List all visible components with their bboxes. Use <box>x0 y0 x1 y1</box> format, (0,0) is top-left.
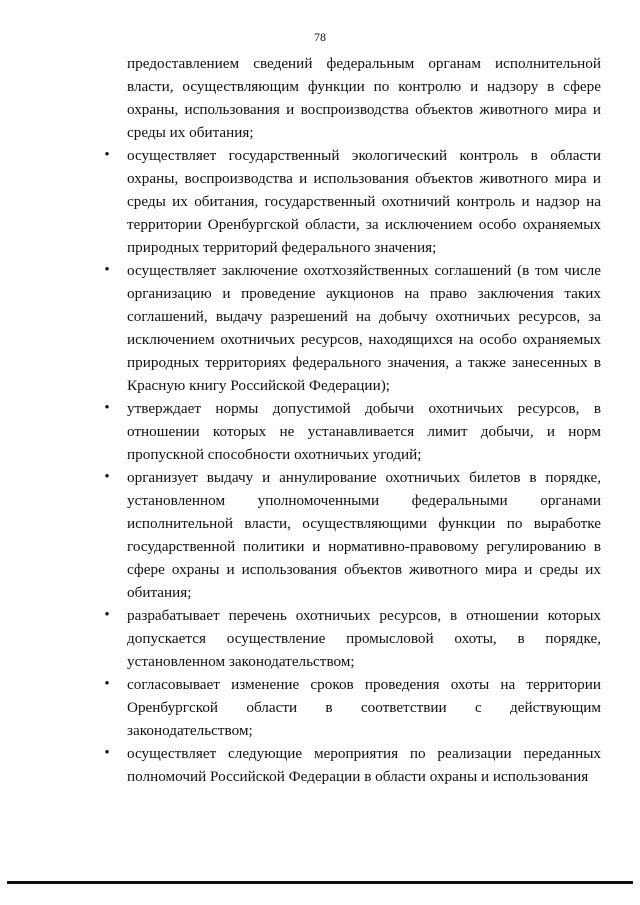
bullet-icon: • <box>104 745 110 761</box>
bullet-list <box>104 144 601 788</box>
page-number: 78 <box>314 30 326 44</box>
list-item-text: организует выдачу и аннулирование охотничьих билетов в порядке, установленном уполномоченными федеральными органами исполнительной власти, осуществляющими функции по выработке государственной политики и нормативно-правовому регулированию в сфере охраны и использования объектов животного мира и среды их обитания; <box>127 469 601 601</box>
bullet-icon: • <box>104 147 110 163</box>
intro-paragraph: предоставлением сведений федеральным органам исполнительной власти, осуществляющим функции по контролю и надзору в сфере охраны, использования и воспроизводства объектов животного мира и среды их обитания; <box>127 55 601 141</box>
bullet-icon: • <box>104 262 110 278</box>
list-item-text: осуществляет государственный экологический контроль в области охраны, воспроизводства и использования объектов животного мира и среды их обитания, государственный охотничий контроль и надзор на территории Оренбургской области, за исключением особо охраняемых природных территорий федерального значения; <box>127 147 601 256</box>
list-item <box>104 144 601 259</box>
list-item <box>104 673 601 742</box>
list-item <box>104 259 601 397</box>
list-item <box>104 397 601 466</box>
document-body <box>104 52 601 788</box>
list-item-text: осуществляет следующие мероприятия по реализации переданных полномочий Российской Федерации в области охраны и использования <box>127 745 601 785</box>
bullet-icon: • <box>104 400 110 416</box>
bottom-divider <box>7 881 633 884</box>
list-item-text: согласовывает изменение сроков проведения охоты на территории Оренбургской области в соответствии с действующим законодательством; <box>127 676 601 739</box>
bullet-icon: • <box>104 676 110 692</box>
bullet-icon: • <box>104 469 110 485</box>
bullet-icon: • <box>104 607 110 623</box>
list-item-text: разрабатывает перечень охотничьих ресурсов, в отношении которых допускается осуществление промысловой охоты, в порядке, установленном законодательством; <box>127 607 601 670</box>
list-item <box>104 742 601 788</box>
list-item-text: утверждает нормы допустимой добычи охотничьих ресурсов, в отношении которых не устанавливается лимит добычи, и норм пропускной способности охотничьих угодий; <box>127 400 601 463</box>
list-item-text: осуществляет заключение охотхозяйственных соглашений (в том числе организацию и проведение аукционов на право заключения таких соглашений, выдачу разрешений на добычу охотничьих ресурсов, за исключением охотничьих ресурсов, находящихся на особо охраняемых природных территориях федерального значения, а также занесенных в Красную книгу Российской Федерации); <box>127 262 601 394</box>
list-item <box>104 604 601 673</box>
list-item <box>104 466 601 604</box>
